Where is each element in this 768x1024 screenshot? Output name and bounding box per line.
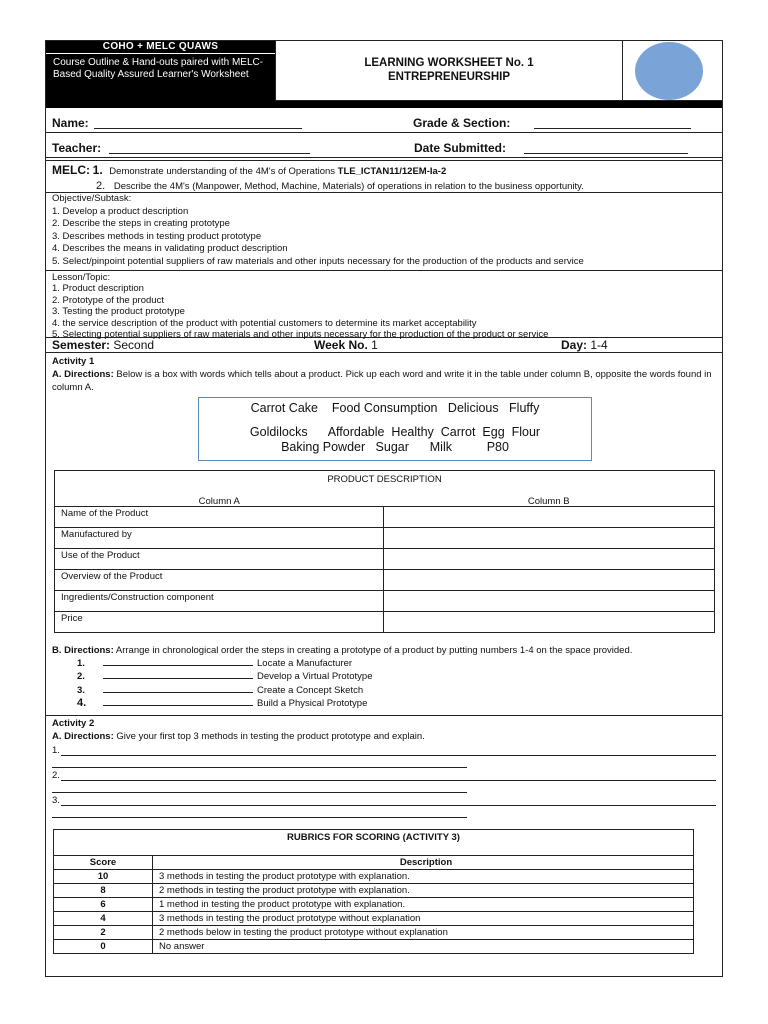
teacher-field[interactable] [109,143,310,154]
column-a-cell: Name of the Product [55,506,384,527]
melc-section [46,161,722,193]
step-number: 1. [77,657,85,669]
rubric-score: 2 [54,926,153,940]
date-submitted-label: Date Submitted: [414,141,507,155]
step-text: Build a Physical Prototype [257,698,368,709]
worksheet-title [275,41,622,101]
logo-cell [622,41,723,101]
name-field[interactable] [94,118,302,129]
column-a-header: Column A [55,497,384,507]
grade-section-label: Grade & Section: [413,116,511,130]
column-b-answer-cell[interactable] [384,569,715,590]
program-description: Course Outline & Hand-outs paired with MELC- Based Quality Assured Learner's Worksheet [53,57,264,80]
product-description-title: PRODUCT DESCRIPTION [55,471,715,497]
description-header: Description [153,856,694,870]
program-block [46,41,275,101]
rubric-score: 0 [54,940,153,954]
school-logo [635,42,703,100]
word-bank-line-1: Carrot Cake Food Consumption Delicious Fluffy [250,401,540,415]
answer-line[interactable] [46,745,722,758]
rubric-score: 4 [54,912,153,926]
date-submitted-field[interactable] [524,143,688,154]
activity-1-b-text: Arrange in chronological order the steps in creating a prototype of a product by putting numbers 1-4 on the space provided. [115,644,633,656]
column-b-answer-cell[interactable] [384,590,715,611]
activity-1-heading: Activity 1 [52,356,95,367]
answer-line[interactable] [46,783,722,796]
activity-2-a-text: Give your first top 3 methods in testing the product prototype and explain. [116,731,425,742]
activity-1-section [46,353,722,716]
melc-label: MELC: [52,163,90,177]
day-value: 1-4 [590,338,608,352]
activity-1-a-text: Below is a box with words which tells about a product. Pick up each word and write it in the table under column B, opposite the words found in column A. [52,369,712,393]
activity-2-a-label: A. Directions: [52,731,114,742]
objective-item: 5. Select/pinpoint potential suppliers of raw materials and other inputs necessary for the production of the products and service [52,255,584,267]
semester-label: Semester: [52,338,111,352]
schedule-row [46,338,722,353]
activity-2-heading: Activity 2 [52,718,95,729]
day-label: Day: [561,338,588,352]
word-bank-box [198,397,592,461]
activity-1-b-label: B. Directions: [52,644,114,656]
step-answer-blank[interactable] [103,657,253,666]
step-item [77,657,710,671]
step-number: 2. [77,671,85,682]
prototype-steps-list [52,657,716,711]
objective-item: 4. Describes the means in validating product description [52,243,288,254]
lesson-item: 1. Product description [52,283,144,295]
melc-num-2: 2. [96,180,106,193]
teacher-row [46,133,722,157]
column-b-answer-cell[interactable] [384,548,715,569]
column-b-answer-cell[interactable] [384,611,715,632]
semester-value: Second [113,338,155,352]
melc-num-1: 1. [92,163,103,177]
step-number: 4. [77,697,87,709]
score-header: Score [54,856,153,870]
column-a-cell: Use of the Product [55,548,384,569]
rubric-description: 1 method in testing the product prototype with explanation. [153,898,694,912]
lesson-item: 3. Testing the product prototype [52,306,185,318]
program-tag: COHO + MELC QUAWS [46,41,275,54]
answer-line[interactable] [46,758,722,771]
column-a-cell: Ingredients/Construction component [55,590,384,611]
name-label: Name: [52,116,89,130]
column-a-cell: Overview of the Product [55,569,384,590]
rubric-description: No answer [153,940,694,954]
answer-number: 3. [52,795,60,806]
column-b-answer-cell[interactable] [384,527,715,548]
objective-item: 3. Describes methods in testing product prototype [52,230,262,242]
answer-line[interactable] [46,795,722,808]
step-answer-blank[interactable] [103,684,253,693]
rubric-description: 3 methods in testing the product prototype without explanation [153,912,694,926]
word-bank-line-3: Baking Powder Sugar Milk P80 [281,440,509,454]
rubric-score: 8 [54,884,153,898]
answer-line[interactable] [46,770,722,783]
title-line-2: ENTREPRENEURSHIP [387,71,511,83]
step-item [77,684,710,698]
grade-section-field[interactable] [534,118,691,129]
activity-1-a-label: A. Directions: [52,369,114,380]
title-line-1: LEARNING WORKSHEET No. 1 [364,57,534,69]
melc-text-2: Describe the 4M's (Manpower, Method, Machine, Materials) of operations in relation to the business opportunity. [113,181,584,193]
week-label: Week No. [314,338,368,352]
lesson-section [46,271,722,341]
melc-code-1: TLE_ICTAN11/12EM-Ia-2 [337,166,447,177]
week-value: 1 [371,338,378,352]
worksheet-header [46,41,722,101]
rubric-description: 2 methods in testing the product prototype with explanation. [153,884,694,898]
activity-1-a-directions [52,368,716,394]
step-answer-blank[interactable] [103,697,253,706]
step-text: Create a Concept Sketch [257,684,364,696]
step-answer-blank[interactable] [103,670,253,679]
objectives-section [46,193,722,271]
column-a-cell: Manufactured by [55,527,384,548]
rubric-description: 3 methods in testing the product prototype with explanation. [153,870,694,884]
semester-info [52,338,154,352]
teacher-label: Teacher: [52,141,102,155]
objective-item: 2. Describe the steps in creating prototype [52,218,230,229]
header-divider [46,101,722,108]
activity-1-b-directions [52,644,716,657]
melc-text-1: Demonstrate understanding of the 4M's of Operations [109,166,336,177]
rubric-score: 6 [54,898,153,912]
lesson-item: 2. Prototype of the product [52,294,164,306]
lesson-item: 5. Selecting potential suppliers of raw materials and other inputs necessary for the production of the product or service [52,329,549,341]
answer-number: 2. [52,770,60,781]
rubric-description: 2 methods below in testing the product prototype without explanation [153,926,694,940]
objective-item: 1. Develop a product description [52,205,189,217]
worksheet-page [45,40,723,977]
objectives-heading: Objective/Subtask: [52,193,132,204]
name-row [46,108,722,133]
word-bank-line-2: Goldilocks Affordable Healthy Carrot Egg Flour [249,424,541,439]
step-text: Develop a Virtual Prototype [257,671,373,682]
rubrics-table [53,829,694,954]
product-description-table [54,470,715,633]
step-text: Locate a Manufacturer [257,657,353,669]
day-info [561,338,608,352]
step-item [77,670,710,684]
activity-2-a-directions [52,730,716,743]
column-b-header: Column B [384,497,715,507]
step-number: 3. [77,684,85,696]
step-item [77,697,710,711]
column-b-answer-cell[interactable] [384,506,715,527]
answer-number: 1. [52,745,60,756]
answer-line[interactable] [46,808,722,821]
column-a-cell: Price [55,611,384,632]
rubrics-title: RUBRICS FOR SCORING (ACTIVITY 3) [54,830,694,856]
lesson-item: 4. the service description of the product with potential customers to determine its market acceptability [52,317,477,329]
rubric-score: 10 [54,870,153,884]
activity-2-section [46,716,722,745]
lesson-heading: Lesson/Topic: [52,272,111,283]
week-info [314,338,378,352]
activity-2-answer-lines [46,745,722,820]
